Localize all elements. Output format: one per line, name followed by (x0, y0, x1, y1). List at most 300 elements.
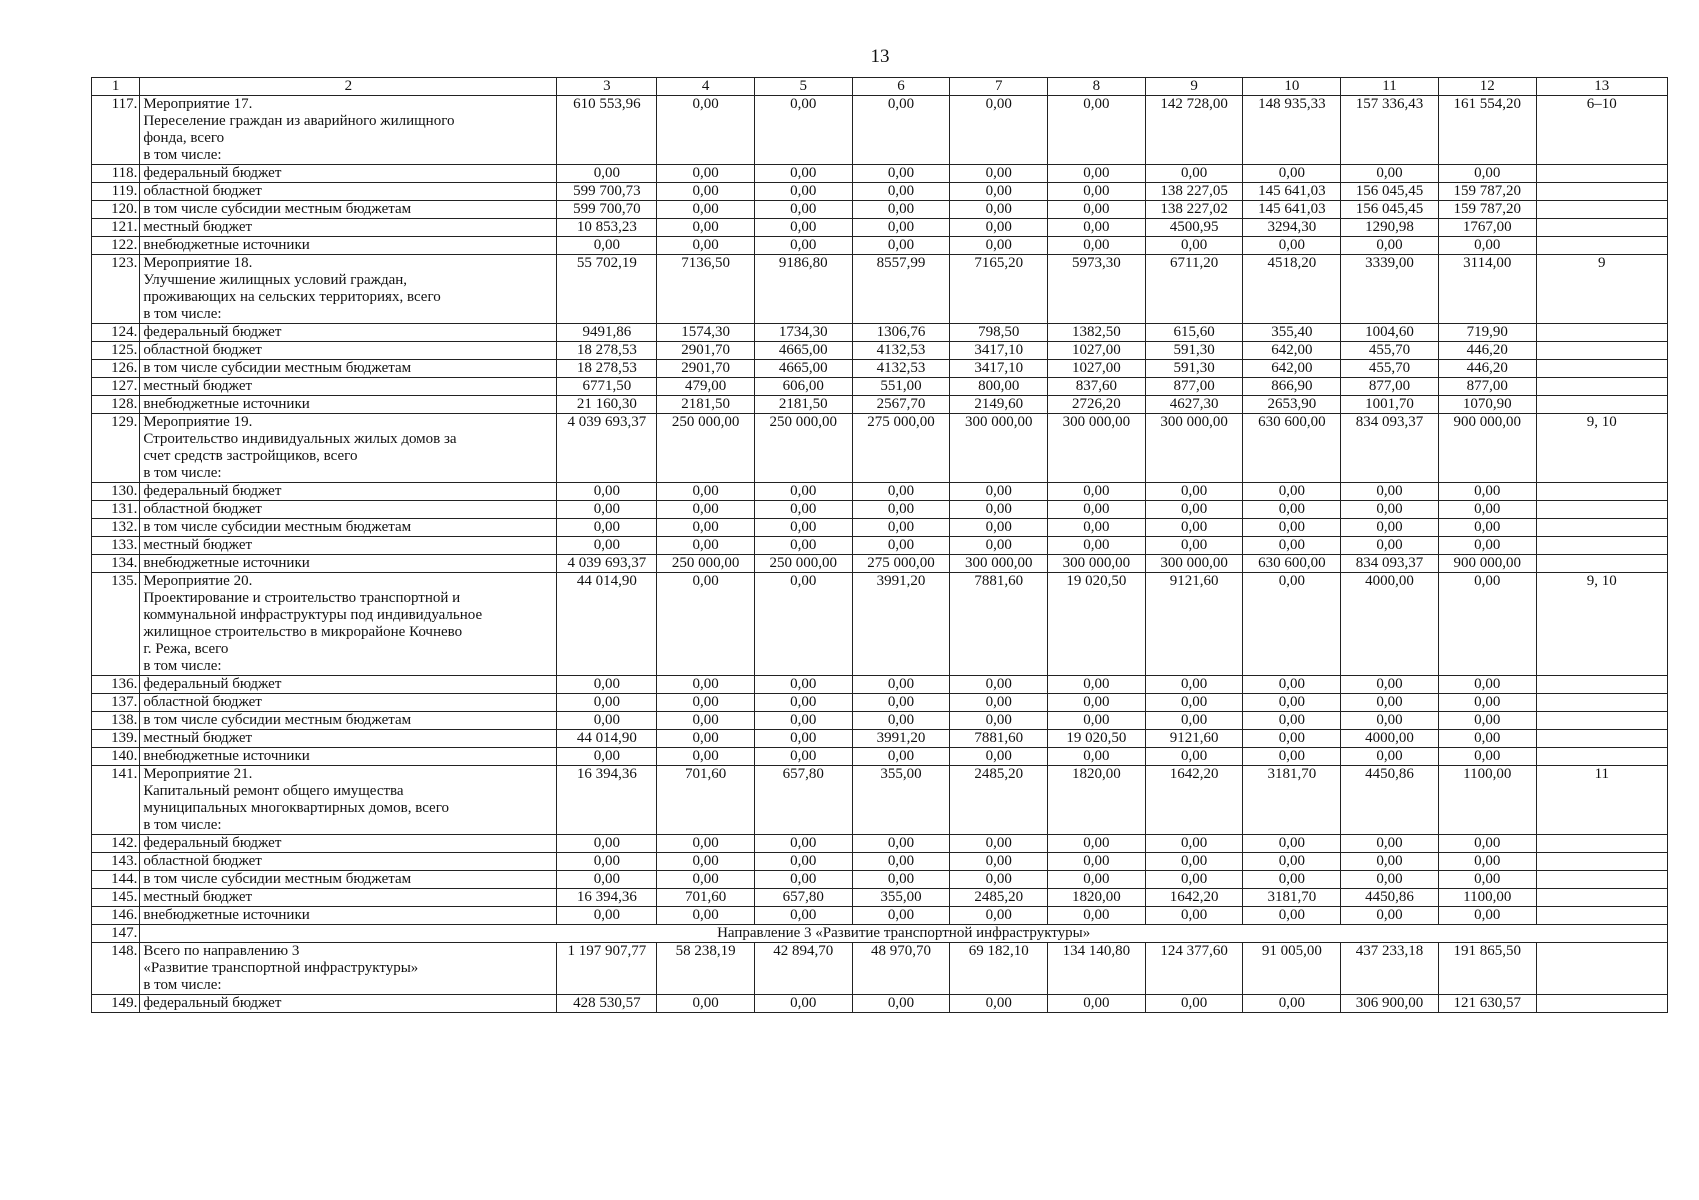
amount-cell: 10 853,23 (557, 219, 657, 237)
amount-cell: 0,00 (1145, 483, 1243, 501)
column-header: 3 (557, 78, 657, 96)
amount-cell: 798,50 (950, 324, 1048, 342)
description-line: областной бюджет (143, 853, 262, 869)
amount-cell: 0,00 (852, 676, 950, 694)
target-indicator-ref (1536, 219, 1667, 237)
amount-cell: 4518,20 (1243, 255, 1341, 324)
table-row (92, 324, 1668, 342)
target-indicator-ref: 9, 10 (1536, 414, 1667, 483)
target-indicator-ref (1536, 537, 1667, 555)
amount-cell: 0,00 (754, 237, 852, 255)
table-row (92, 96, 1668, 165)
table-row (92, 853, 1668, 871)
amount-cell: 0,00 (557, 694, 657, 712)
amount-cell: 145 641,03 (1243, 183, 1341, 201)
amount-cell: 3417,10 (950, 342, 1048, 360)
amount-cell: 0,00 (754, 712, 852, 730)
amount-cell: 0,00 (1243, 871, 1341, 889)
row-description (140, 501, 557, 519)
amount-cell: 4627,30 (1145, 396, 1243, 414)
amount-cell: 0,00 (1048, 483, 1146, 501)
row-number: 118. (92, 165, 140, 183)
amount-cell: 0,00 (557, 676, 657, 694)
amount-cell: 4 039 693,37 (557, 555, 657, 573)
description-line: областной бюджет (143, 694, 262, 710)
row-number: 144. (92, 871, 140, 889)
description-line: местный бюджет (143, 219, 253, 235)
amount-cell: 0,00 (1145, 676, 1243, 694)
description-line: Мероприятие 19. (143, 414, 253, 430)
amount-cell: 0,00 (1438, 694, 1536, 712)
amount-cell: 0,00 (1243, 676, 1341, 694)
amount-cell: 0,00 (950, 995, 1048, 1013)
amount-cell: 0,00 (950, 219, 1048, 237)
amount-cell: 0,00 (1438, 165, 1536, 183)
description-line: местный бюджет (143, 537, 253, 553)
amount-cell: 0,00 (1048, 871, 1146, 889)
amount-cell: 2485,20 (950, 889, 1048, 907)
amount-cell: 877,00 (1438, 378, 1536, 396)
table-row (92, 712, 1668, 730)
amount-cell: 0,00 (754, 835, 852, 853)
amount-cell: 0,00 (852, 183, 950, 201)
amount-cell: 701,60 (657, 766, 755, 835)
amount-cell: 250 000,00 (657, 414, 755, 483)
description-line: в том числе субсидии местным бюджетам (143, 871, 412, 887)
amount-cell: 0,00 (1438, 871, 1536, 889)
amount-cell: 2901,70 (657, 342, 755, 360)
amount-cell: 437 233,18 (1341, 943, 1439, 995)
amount-cell: 446,20 (1438, 360, 1536, 378)
amount-cell: 606,00 (754, 378, 852, 396)
amount-cell: 124 377,60 (1145, 943, 1243, 995)
target-indicator-ref (1536, 712, 1667, 730)
target-indicator-ref (1536, 378, 1667, 396)
amount-cell: 16 394,36 (557, 889, 657, 907)
description-line: Мероприятие 17. (143, 96, 253, 112)
amount-cell: 0,00 (1243, 237, 1341, 255)
description-line: Мероприятие 21. (143, 766, 253, 782)
row-description (140, 483, 557, 501)
amount-cell: 479,00 (657, 378, 755, 396)
amount-cell: 0,00 (754, 537, 852, 555)
amount-cell: 44 014,90 (557, 730, 657, 748)
amount-cell: 0,00 (852, 835, 950, 853)
amount-cell: 4500,95 (1145, 219, 1243, 237)
amount-cell: 591,30 (1145, 342, 1243, 360)
amount-cell: 0,00 (1048, 219, 1146, 237)
amount-cell: 355,00 (852, 766, 950, 835)
row-description (140, 766, 557, 835)
amount-cell: 0,00 (950, 712, 1048, 730)
amount-cell: 0,00 (1341, 853, 1439, 871)
amount-cell: 0,00 (1438, 730, 1536, 748)
description-line: в том числе: (143, 147, 222, 163)
amount-cell: 1 197 907,77 (557, 943, 657, 995)
table-row (92, 201, 1668, 219)
amount-cell: 0,00 (557, 712, 657, 730)
amount-cell: 657,80 (754, 766, 852, 835)
amount-cell: 657,80 (754, 889, 852, 907)
amount-cell: 0,00 (1243, 907, 1341, 925)
column-header: 8 (1048, 78, 1146, 96)
amount-cell: 7136,50 (657, 255, 755, 324)
amount-cell: 0,00 (1243, 694, 1341, 712)
amount-cell: 0,00 (754, 853, 852, 871)
amount-cell: 3417,10 (950, 360, 1048, 378)
amount-cell: 19 020,50 (1048, 573, 1146, 676)
amount-cell: 834 093,37 (1341, 414, 1439, 483)
amount-cell: 5973,30 (1048, 255, 1146, 324)
amount-cell: 142 728,00 (1145, 96, 1243, 165)
amount-cell: 4132,53 (852, 342, 950, 360)
amount-cell: 3181,70 (1243, 889, 1341, 907)
description-line: в том числе субсидии местным бюджетам (143, 201, 412, 217)
row-description (140, 835, 557, 853)
amount-cell: 0,00 (657, 483, 755, 501)
row-description (140, 360, 557, 378)
table-row (92, 342, 1668, 360)
table-row (92, 378, 1668, 396)
amount-cell: 1574,30 (657, 324, 755, 342)
amount-cell: 0,00 (1438, 853, 1536, 871)
description-line: внебюджетные источники (143, 555, 310, 571)
amount-cell: 58 238,19 (657, 943, 755, 995)
table-row (92, 889, 1668, 907)
amount-cell: 0,00 (1048, 183, 1146, 201)
amount-cell: 0,00 (852, 995, 950, 1013)
amount-cell: 0,00 (657, 712, 755, 730)
amount-cell: 1027,00 (1048, 360, 1146, 378)
amount-cell: 0,00 (657, 694, 755, 712)
amount-cell: 0,00 (1438, 537, 1536, 555)
amount-cell: 3294,30 (1243, 219, 1341, 237)
amount-cell: 9491,86 (557, 324, 657, 342)
amount-cell: 0,00 (557, 835, 657, 853)
section-title: Направление 3 «Развитие транспортной инфраструктуры» (140, 925, 1668, 943)
amount-cell: 0,00 (1341, 748, 1439, 766)
amount-cell: 42 894,70 (754, 943, 852, 995)
amount-cell: 0,00 (1341, 537, 1439, 555)
amount-cell: 0,00 (754, 995, 852, 1013)
amount-cell: 0,00 (1145, 853, 1243, 871)
target-indicator-ref (1536, 748, 1667, 766)
amount-cell: 0,00 (1341, 835, 1439, 853)
amount-cell: 121 630,57 (1438, 995, 1536, 1013)
row-number: 126. (92, 360, 140, 378)
amount-cell: 0,00 (950, 907, 1048, 925)
target-indicator-ref: 9, 10 (1536, 573, 1667, 676)
amount-cell: 0,00 (557, 483, 657, 501)
amount-cell: 0,00 (1341, 871, 1439, 889)
table-row (92, 537, 1668, 555)
row-number: 142. (92, 835, 140, 853)
row-number: 122. (92, 237, 140, 255)
amount-cell: 0,00 (1243, 483, 1341, 501)
amount-cell: 0,00 (657, 730, 755, 748)
amount-cell: 0,00 (557, 237, 657, 255)
amount-cell: 156 045,45 (1341, 201, 1439, 219)
amount-cell: 355,40 (1243, 324, 1341, 342)
target-indicator-ref (1536, 889, 1667, 907)
column-header: 1 (92, 78, 140, 96)
amount-cell: 0,00 (1243, 537, 1341, 555)
column-header: 11 (1341, 78, 1439, 96)
amount-cell: 9186,80 (754, 255, 852, 324)
amount-cell: 0,00 (557, 853, 657, 871)
table-row (92, 995, 1668, 1013)
amount-cell: 0,00 (852, 483, 950, 501)
table-row (92, 766, 1668, 835)
table-row (92, 414, 1668, 483)
amount-cell: 4 039 693,37 (557, 414, 657, 483)
row-description (140, 165, 557, 183)
row-description (140, 748, 557, 766)
amount-cell: 300 000,00 (1145, 414, 1243, 483)
row-number: 121. (92, 219, 140, 237)
amount-cell: 7881,60 (950, 573, 1048, 676)
amount-cell: 48 970,70 (852, 943, 950, 995)
column-header: 12 (1438, 78, 1536, 96)
amount-cell: 21 160,30 (557, 396, 657, 414)
row-description (140, 871, 557, 889)
amount-cell: 0,00 (950, 165, 1048, 183)
amount-cell: 455,70 (1341, 342, 1439, 360)
amount-cell: 19 020,50 (1048, 730, 1146, 748)
amount-cell: 0,00 (950, 748, 1048, 766)
description-line: федеральный бюджет (143, 165, 282, 181)
row-description (140, 414, 557, 483)
description-line: внебюджетные источники (143, 748, 310, 764)
amount-cell: 0,00 (1341, 483, 1439, 501)
amount-cell: 0,00 (1145, 835, 1243, 853)
amount-cell: 0,00 (1341, 694, 1439, 712)
description-line: Переселение граждан из аварийного жилищного (143, 113, 455, 129)
amount-cell: 0,00 (1048, 501, 1146, 519)
amount-cell: 0,00 (1145, 748, 1243, 766)
row-description (140, 712, 557, 730)
amount-cell: 0,00 (1438, 835, 1536, 853)
amount-cell: 4665,00 (754, 360, 852, 378)
amount-cell: 159 787,20 (1438, 183, 1536, 201)
table-row (92, 555, 1668, 573)
amount-cell: 0,00 (1341, 237, 1439, 255)
row-description (140, 219, 557, 237)
amount-cell: 1001,70 (1341, 396, 1439, 414)
amount-cell: 615,60 (1145, 324, 1243, 342)
table-body (92, 78, 1668, 1013)
table-row (92, 360, 1668, 378)
row-number: 148. (92, 943, 140, 995)
description-line: жилищное строительство в микрорайоне Кочнево (143, 624, 463, 640)
description-line: в том числе субсидии местным бюджетам (143, 360, 412, 376)
description-line: Мероприятие 20. (143, 573, 253, 589)
amount-cell: 3114,00 (1438, 255, 1536, 324)
amount-cell: 0,00 (657, 237, 755, 255)
row-number: 145. (92, 889, 140, 907)
amount-cell: 3991,20 (852, 730, 950, 748)
amount-cell: 0,00 (1145, 165, 1243, 183)
amount-cell: 0,00 (1243, 748, 1341, 766)
amount-cell: 0,00 (1438, 519, 1536, 537)
amount-cell: 0,00 (950, 853, 1048, 871)
amount-cell: 0,00 (657, 96, 755, 165)
row-number: 132. (92, 519, 140, 537)
amount-cell: 0,00 (1438, 907, 1536, 925)
amount-cell: 0,00 (1438, 748, 1536, 766)
target-indicator-ref (1536, 519, 1667, 537)
amount-cell: 1004,60 (1341, 324, 1439, 342)
amount-cell: 7881,60 (950, 730, 1048, 748)
column-header: 7 (950, 78, 1048, 96)
amount-cell: 0,00 (1243, 995, 1341, 1013)
amount-cell: 0,00 (1243, 501, 1341, 519)
amount-cell: 0,00 (754, 219, 852, 237)
description-line: в том числе: (143, 306, 222, 322)
amount-cell: 16 394,36 (557, 766, 657, 835)
amount-cell: 0,00 (950, 483, 1048, 501)
amount-cell: 159 787,20 (1438, 201, 1536, 219)
amount-cell: 44 014,90 (557, 573, 657, 676)
row-description (140, 378, 557, 396)
description-line: в том числе субсидии местным бюджетам (143, 519, 412, 535)
row-number: 136. (92, 676, 140, 694)
amount-cell: 0,00 (1341, 676, 1439, 694)
amount-cell: 4000,00 (1341, 573, 1439, 676)
row-description (140, 237, 557, 255)
column-header: 6 (852, 78, 950, 96)
description-line: фонда, всего (143, 130, 225, 146)
table-row (92, 676, 1668, 694)
description-line: местный бюджет (143, 889, 253, 905)
amount-cell: 0,00 (852, 853, 950, 871)
amount-cell: 7165,20 (950, 255, 1048, 324)
description-line: «Развитие транспортной инфраструктуры» (143, 960, 419, 976)
description-line: Мероприятие 18. (143, 255, 253, 271)
row-description (140, 342, 557, 360)
amount-cell: 446,20 (1438, 342, 1536, 360)
header-row (92, 78, 1668, 96)
row-description (140, 537, 557, 555)
amount-cell: 157 336,43 (1341, 96, 1439, 165)
amount-cell: 250 000,00 (754, 414, 852, 483)
amount-cell: 191 865,50 (1438, 943, 1536, 995)
row-number: 127. (92, 378, 140, 396)
amount-cell: 455,70 (1341, 360, 1439, 378)
table-row (92, 519, 1668, 537)
amount-cell: 0,00 (657, 573, 755, 676)
amount-cell: 134 140,80 (1048, 943, 1146, 995)
amount-cell: 599 700,70 (557, 201, 657, 219)
description-line: федеральный бюджет (143, 676, 282, 692)
amount-cell: 0,00 (657, 748, 755, 766)
target-indicator-ref (1536, 183, 1667, 201)
target-indicator-ref (1536, 324, 1667, 342)
amount-cell: 250 000,00 (754, 555, 852, 573)
table-row (92, 183, 1668, 201)
amount-cell: 0,00 (950, 96, 1048, 165)
table-row (92, 907, 1668, 925)
amount-cell: 0,00 (950, 201, 1048, 219)
description-line: коммунальной инфраструктуры под индивидуальное (143, 607, 483, 623)
row-description (140, 519, 557, 537)
amount-cell: 0,00 (1243, 835, 1341, 853)
amount-cell: 0,00 (657, 519, 755, 537)
amount-cell: 701,60 (657, 889, 755, 907)
row-description (140, 889, 557, 907)
amount-cell: 0,00 (1243, 519, 1341, 537)
amount-cell: 0,00 (950, 237, 1048, 255)
description-line: проживающих на сельских территориях, всего (143, 289, 441, 305)
amount-cell: 300 000,00 (1048, 555, 1146, 573)
amount-cell: 0,00 (950, 183, 1048, 201)
amount-cell: 0,00 (1145, 995, 1243, 1013)
amount-cell: 1820,00 (1048, 766, 1146, 835)
amount-cell: 2567,70 (852, 396, 950, 414)
amount-cell: 0,00 (657, 165, 755, 183)
amount-cell: 4450,86 (1341, 766, 1439, 835)
amount-cell: 0,00 (852, 201, 950, 219)
description-line: Проектирование и строительство транспортной и (143, 590, 461, 606)
amount-cell: 0,00 (852, 694, 950, 712)
row-number: 140. (92, 748, 140, 766)
row-number: 117. (92, 96, 140, 165)
amount-cell: 0,00 (1145, 501, 1243, 519)
amount-cell: 0,00 (754, 676, 852, 694)
column-header: 13 (1536, 78, 1667, 96)
amount-cell: 0,00 (754, 871, 852, 889)
amount-cell: 0,00 (1438, 573, 1536, 676)
target-indicator-ref (1536, 396, 1667, 414)
amount-cell: 551,00 (852, 378, 950, 396)
description-line: Всего по направлению 3 (143, 943, 300, 959)
amount-cell: 0,00 (754, 573, 852, 676)
table-row (92, 748, 1668, 766)
amount-cell: 1100,00 (1438, 889, 1536, 907)
column-header: 9 (1145, 78, 1243, 96)
amount-cell: 0,00 (1438, 712, 1536, 730)
amount-cell: 1306,76 (852, 324, 950, 342)
row-number: 119. (92, 183, 140, 201)
target-indicator-ref (1536, 730, 1667, 748)
amount-cell: 642,00 (1243, 342, 1341, 360)
amount-cell: 0,00 (1145, 237, 1243, 255)
amount-cell: 1642,20 (1145, 766, 1243, 835)
table-row (92, 943, 1668, 995)
row-number: 120. (92, 201, 140, 219)
amount-cell: 0,00 (1048, 201, 1146, 219)
amount-cell: 0,00 (1341, 501, 1439, 519)
amount-cell: 0,00 (1048, 712, 1146, 730)
amount-cell: 0,00 (1341, 907, 1439, 925)
amount-cell: 0,00 (657, 853, 755, 871)
description-line: областной бюджет (143, 342, 262, 358)
amount-cell: 4132,53 (852, 360, 950, 378)
row-number: 134. (92, 555, 140, 573)
amount-cell: 2181,50 (754, 396, 852, 414)
amount-cell: 0,00 (1048, 537, 1146, 555)
description-line: местный бюджет (143, 378, 253, 394)
row-description (140, 730, 557, 748)
row-description (140, 694, 557, 712)
row-description (140, 255, 557, 324)
amount-cell: 3339,00 (1341, 255, 1439, 324)
amount-cell: 0,00 (1048, 519, 1146, 537)
amount-cell: 145 641,03 (1243, 201, 1341, 219)
amount-cell: 0,00 (1243, 730, 1341, 748)
amount-cell: 0,00 (1048, 907, 1146, 925)
amount-cell: 0,00 (852, 219, 950, 237)
